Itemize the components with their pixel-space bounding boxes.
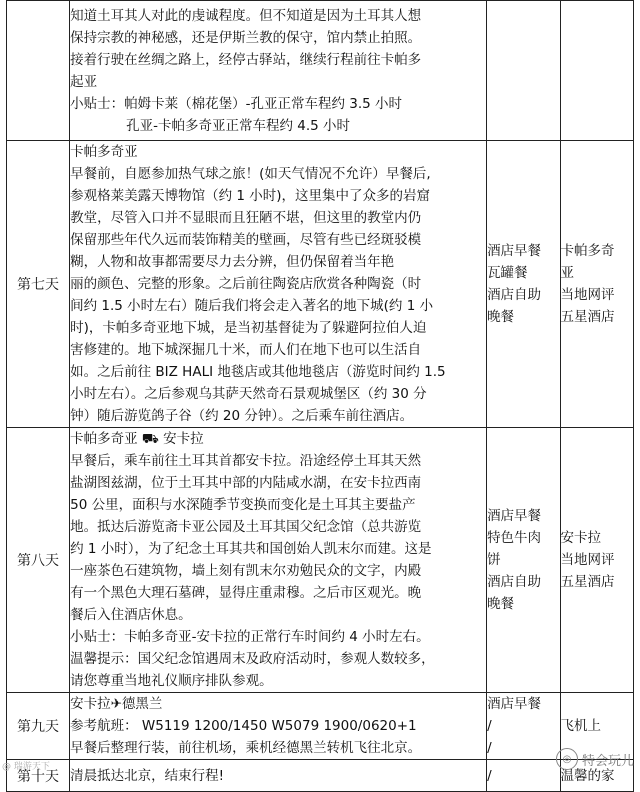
source-watermark: @ 瑞游天下 [2, 762, 50, 772]
meal-item: 饼 [487, 552, 501, 568]
day-cell: 第七天 [7, 141, 70, 428]
day-cell [7, 1, 70, 141]
hotel-item: 五星酒店 [560, 309, 615, 325]
itinerary-line: 起亚 [70, 73, 98, 90]
itinerary-line: 清晨抵达北京，结束行程! [70, 767, 225, 784]
hotel-item: 五星酒店 [560, 574, 615, 590]
hotel-item: 安卡拉 [560, 530, 602, 546]
meals-cell [487, 760, 560, 792]
hotel-item: 当地网评 [560, 552, 615, 568]
itinerary-line: 有一个黑色大理石墓碑，显得庄重肃穆。之后市区观光。晚 [70, 585, 422, 601]
meals-cell [487, 693, 560, 760]
itinerary-line: 糊，人物和故事都需要尽力去分辨，但仍保留着当年艳 [70, 254, 395, 270]
itinerary-row [7, 141, 634, 428]
itinerary-line: 保留那些年代久远而装饰精美的壁画，尽管有些已经斑驳模 [70, 232, 422, 248]
itinerary-line: 早餐后，乘车前往土耳其首都安卡拉。沿途经停土耳其天然 [70, 453, 422, 469]
itinerary-line: 安卡拉✈德黑兰 [70, 696, 163, 712]
itinerary-line: 地。抵达后游览斋卡亚公园及土耳其国父纪念馆（总共游览 [70, 519, 422, 535]
itinerary-content-cell [70, 1, 487, 141]
hotel-item: 飞机上 [560, 718, 602, 734]
meal-item: 酒店早餐 [487, 243, 542, 259]
meals-cell [487, 1, 560, 141]
day-cell: 第九天 [7, 693, 70, 760]
meal-item: 晚餐 [487, 596, 515, 612]
itinerary-line: 害修建的。地下城深掘几十米，而人们在地下也可以生活自 [70, 342, 422, 358]
hotel-item: 当地网评 [560, 287, 615, 303]
meal-item: / [487, 767, 492, 784]
itinerary-row [7, 1, 634, 141]
meal-item: 酒店自助 [487, 574, 542, 590]
itinerary-row [7, 760, 634, 792]
itinerary-content-cell [70, 141, 487, 428]
meals-cell [487, 428, 560, 693]
itinerary-line: 时)，卡帕多奇亚地下城，是当初基督徒为了躲避阿拉伯人迫 [70, 320, 427, 336]
watermark-text: 特会玩儿 [581, 753, 634, 769]
itinerary-line: 参考航班： W5119 1200/1450 W5079 1900/0620+1 [70, 718, 417, 734]
itinerary-line: 钟）随后游览鸽子谷（约 20 分钟）。之后乘车前往酒店。 [70, 408, 414, 424]
itinerary-line: 保持宗教的神秘感，还是伊斯兰教的保守，馆内禁止拍照。 [70, 29, 422, 46]
itinerary-line: 丽的颜色、完整的形象。之后前往陶瓷店欣赏各种陶瓷（时 [70, 276, 422, 292]
itinerary-line: 早餐后整理行装，前往机场，乘机经德黑兰转机飞往北京。 [70, 740, 422, 756]
itinerary-line: 知道土耳其人对此的虔诚程度。但不知道是因为土耳其人想 [70, 7, 422, 24]
itinerary-line: 早餐前，自愿参加热气球之旅！(如天气情况不允许）早餐后, [70, 166, 431, 182]
meal-item: 晚餐 [487, 309, 515, 325]
itinerary-line: 餐后入住酒店休息。 [70, 607, 192, 623]
itinerary-row [7, 693, 634, 760]
day-cell: 第十天 [7, 760, 70, 792]
meal-item: 酒店早餐 [487, 508, 542, 524]
meal-item: / [487, 740, 492, 756]
hotel-cell [560, 141, 633, 428]
itinerary-row [7, 428, 634, 693]
itinerary-line: 孔亚-卡帕多奇亚正常车程约 4.5 小时 [126, 117, 351, 134]
itinerary-line: 教堂，尽管入口并不显眼而且狂陋不堪，但这里的教堂内仍 [70, 210, 422, 226]
itinerary-line: 小贴士：帕姆卡莱（棉花堡）-孔亚正常车程约 3.5 小时 [70, 95, 403, 112]
itinerary-line: 间约 1.5 小时左右）随后我们将会走入著名的地下城(约 1 小 [70, 298, 434, 314]
itinerary-line: 卡帕多奇亚 [70, 144, 138, 160]
meal-item: 瓦罐餐 [487, 265, 528, 281]
hotel-cell [560, 1, 633, 141]
itinerary-line: 小时左右）。之后参观乌其萨天然奇石景观城堡区（约 30 分 [70, 386, 427, 402]
account-watermark [556, 748, 634, 770]
itinerary-line: 温馨提示：国父纪念馆遇周末及政府活动时，参观人数较多， [70, 651, 435, 667]
hotel-cell [560, 428, 633, 693]
itinerary-line: 一座茶色石建筑物，墙上刻有凯末尔劝勉民众的文字，内殿 [70, 563, 422, 579]
meals-cell [487, 141, 560, 428]
itinerary-line: 约 1 小时），为了纪念土耳其共和国创始人凯末尔而建。这是 [70, 541, 432, 557]
day-cell: 第八天 [7, 428, 70, 693]
itinerary-line: 50 公里，面积与水深随季节变换而变化是土耳其主要盐产 [70, 497, 416, 513]
itinerary-line: 盐湖图兹湖，位于土耳其中部的内陆咸水湖，在安卡拉西南 [70, 475, 422, 491]
itinerary-line: 请您尊重当地礼仪顺序排队参观。 [70, 673, 273, 689]
itinerary-line: 如。之后前往 BIZ HALI 地毯店或其他地毯店（游览时间约 1.5 [70, 364, 446, 380]
itinerary-line: 卡帕多奇亚 ⛟ 安卡拉 [70, 431, 204, 447]
itinerary-content-cell [70, 428, 487, 693]
hotel-item: 亚 [560, 265, 575, 281]
hotel-item: 温馨的家 [560, 767, 615, 784]
wechat-logo-icon: ◎ [556, 748, 578, 770]
meal-item: 酒店自助 [487, 287, 542, 303]
itinerary-content-cell [70, 693, 487, 760]
itinerary-content-cell [70, 760, 487, 792]
meal-item: 酒店早餐 [487, 696, 542, 712]
itinerary-line: 小贴士：卡帕多奇亚-安卡拉的正常行车时间约 4 小时左右。 [70, 629, 430, 645]
itinerary-table [6, 0, 634, 792]
hotel-item: 卡帕多奇 [560, 243, 615, 259]
itinerary-line: 参观格莱美露天博物馆（约 1 小时)，这里集中了众多的岩窟 [70, 188, 431, 204]
meal-item: 特色牛肉 [487, 530, 542, 546]
itinerary-line: 接着行驶在丝绸之路上，经停古驿站，继续行程前往卡帕多 [70, 51, 422, 68]
meal-item: / [487, 718, 492, 734]
